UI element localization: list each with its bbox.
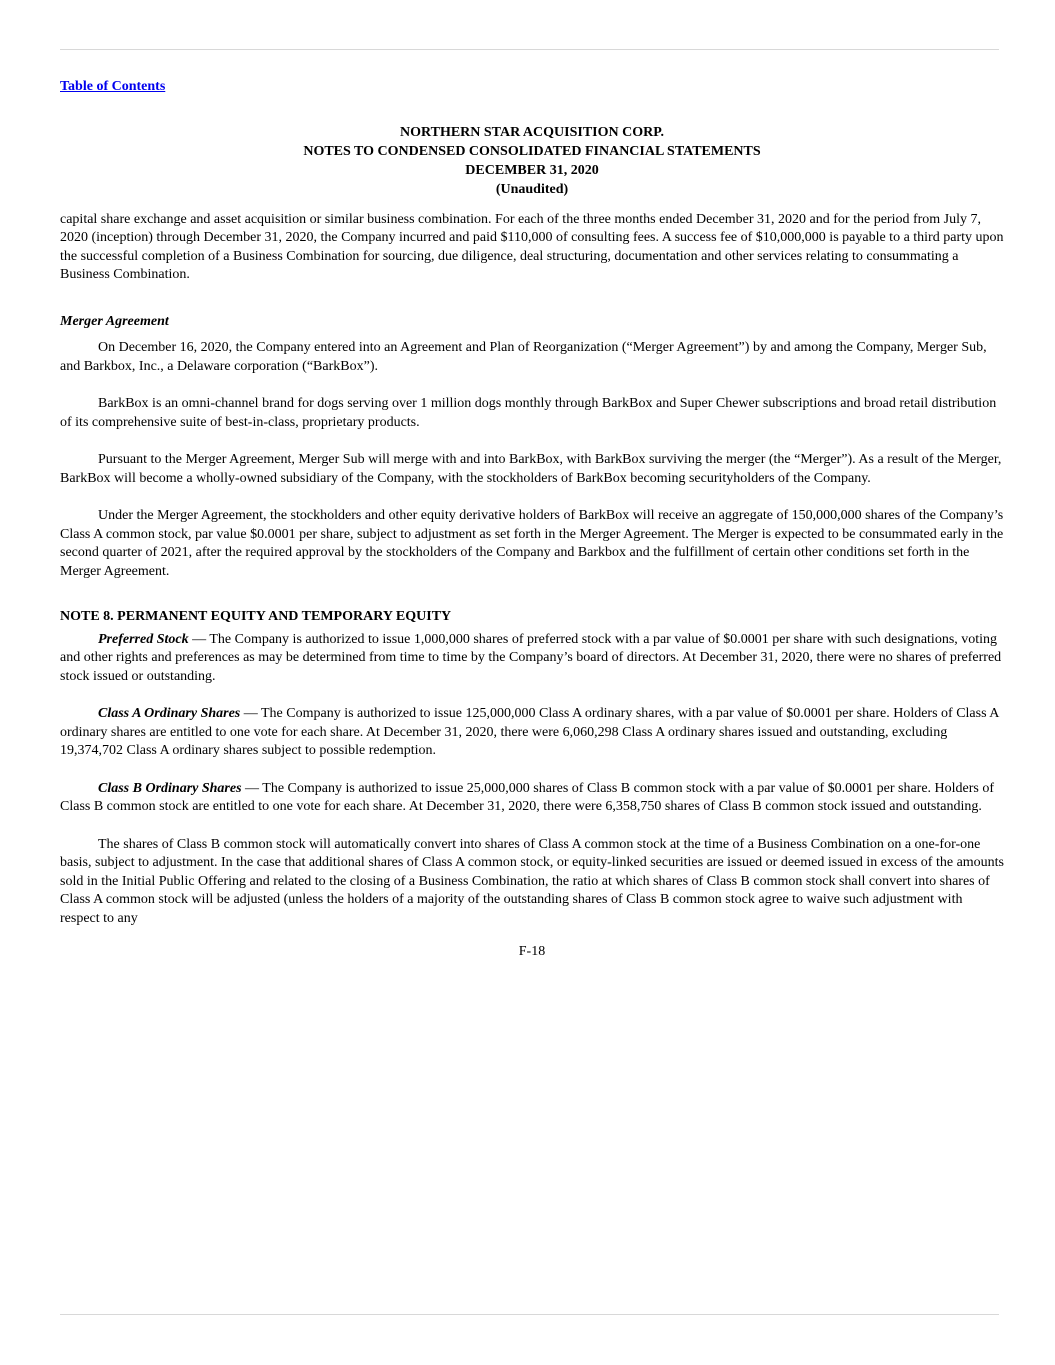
table-of-contents-link[interactable]: Table of Contents [60, 79, 166, 94]
audit-status: (Unaudited) [495, 181, 569, 197]
conversion-paragraph: The shares of Class B common stock will automatically convert into shares of Class A common stock at the time of a Business Combination on a one-for-one basis, subject to adjustment. In the case that additional shares of Class A common stock, or equity-linked securities are issued or deemed issued in excess of the amounts sold in the Initial Public Offering and related to the closing of a Business Combination, the ratio at which shares of Class B common stock shall convert into shares of Class A common stock will be adjusted (unless the holders of a majority of the outstanding shares of Class B common stock agree to waive such adjustment with respect to any [60, 836, 1005, 926]
merger-agreement-heading: Merger Agreement [60, 313, 169, 329]
class-a-paragraph [60, 705, 1004, 761]
class-a-text: — The Company is authorized to issue 125,000,000 Class A ordinary shares, with a par value of $0.0001 per share. Holders of Class A ordinary shares are entitled to one vote for each share. At December 31, 2020, there were 6,060,298 Class A ordinary shares issued and outstanding, excluding 19,374,702 Class A ordinary shares subject to possible redemption. [60, 706, 999, 758]
company-name: NORTHERN STAR ACQUISITION CORP. [399, 124, 664, 140]
merger-paragraph-4: Under the Merger Agreement, the stockholders and other equity derivative holders of BarkBox will receive an aggregate of 150,000,000 shares of the Company’s Class A common stock, par value $0.0001 per share, subject to adjustment as set forth in the Merger Agreement. The Merger is expected to be consummated early in the second quarter of 2021, after the required approval by the stockholders of the Company and Barkbox and the fulfillment of certain other conditions set forth in the Merger Agreement. [60, 508, 1004, 579]
class-a-lead: Class A Ordinary Shares [98, 706, 241, 721]
bottom-divider [60, 1314, 999, 1315]
preferred-stock-lead: Preferred Stock [98, 631, 189, 647]
merger-paragraph-2: BarkBox is an omni-channel brand for dogs serving over 1 million dogs monthly through BarkBox and Super Chewer subscriptions and broad retail distribution of its comprehensive suite of best-in-class, proprietary products. [60, 396, 997, 430]
class-b-lead: Class B Ordinary Shares [98, 780, 242, 796]
class-b-text: — The Company is authorized to issue 25,000,000 shares of Class B common stock with a par value of $0.0001 per share. Holders of Class B common stock are entitled to one vote for each share. At December 31, 2020, there were 6,358,750 shares of Class B common stock issued and outstanding. [60, 780, 995, 814]
statement-title: NOTES TO CONDENSED CONSOLIDATED FINANCIAL STATEMENTS [303, 143, 761, 159]
merger-paragraph-3: Pursuant to the Merger Agreement, Merger Sub will merge with and into BarkBox, with BarkBox surviving the merger (the “Merger”). As a result of the Merger, BarkBox will become a wholly-owned subsidiary of the Company, with the stockholders of BarkBox becoming securityholders of the Company. [60, 452, 1002, 486]
page-number: F-18 [518, 944, 546, 959]
continuation-paragraph: capital share exchange and asset acquisition or similar business combination. For each of the three months ended December 31, 2020 and for the period from July 7, 2020 (inception) through December 31, 2020, the Company incurred and paid $110,000 of consulting fees. A success fee of $10,000,000 is payable to a third party upon the successful completion of a Business Combination for sourcing, due diligence, deal structuring, documentation and other services relating to consummating a Business Combination. [60, 211, 1004, 282]
class-b-paragraph [60, 780, 1004, 817]
preferred-stock-text: — The Company is authorized to issue 1,000,000 shares of preferred stock with a par value of $0.0001 per share with such designations, voting and other rights and preferences as may be determined from time to time by the Company’s board of directors. At December 31, 2020, there were no shares of preferred stock issued or outstanding. [60, 631, 1002, 684]
statement-date: DECEMBER 31, 2020 [465, 162, 599, 178]
merger-paragraph-1: On December 16, 2020, the Company entered into an Agreement and Plan of Reorganization (“Merger Agreement”) by and among the Company, Merger Sub, and Barkbox, Inc., a Delaware corporation (“BarkBox”). [60, 340, 987, 374]
preferred-stock-paragraph [60, 631, 1004, 687]
top-divider [60, 49, 999, 50]
document-page [60, 78, 1004, 962]
document-header [60, 123, 1004, 199]
note-8-heading: NOTE 8. PERMANENT EQUITY AND TEMPORARY EQUITY [60, 609, 452, 624]
